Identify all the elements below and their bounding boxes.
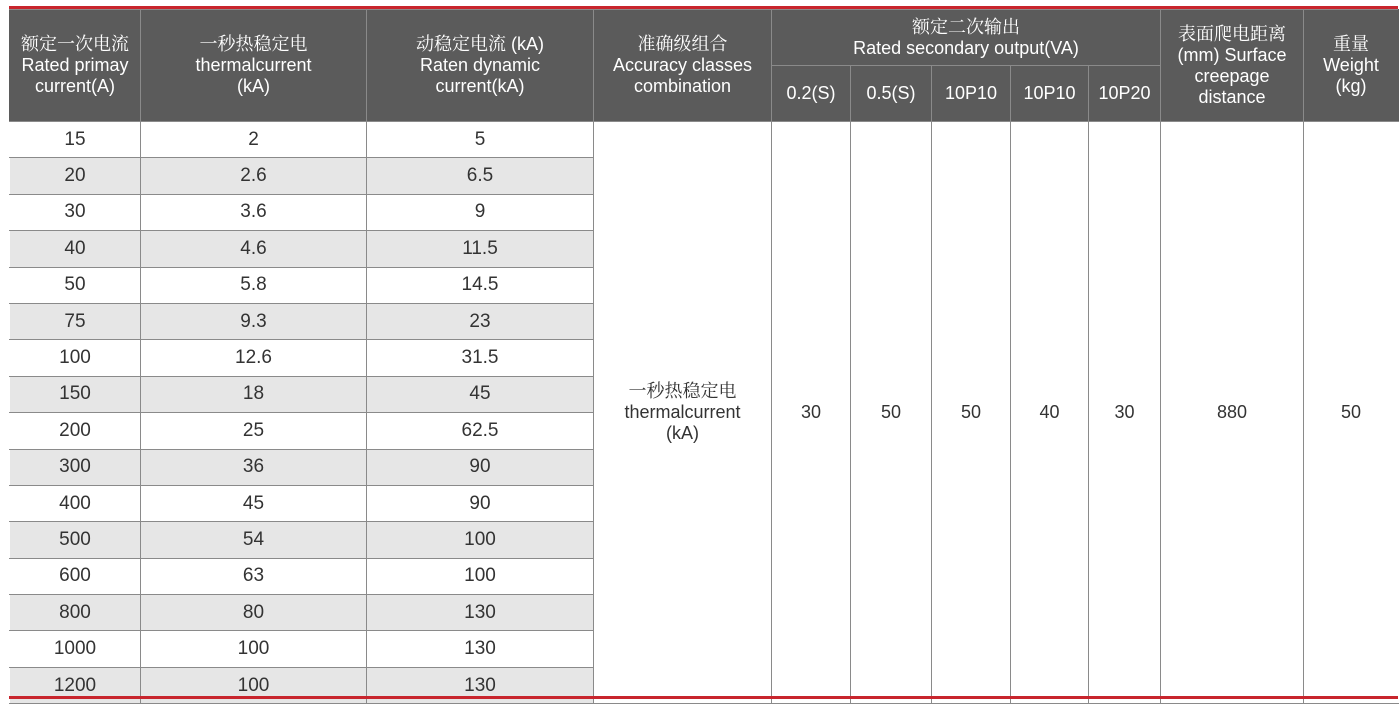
cell-thermal-current: 100 [141,667,367,703]
header-dynamic-current [367,10,594,122]
cell-weight: 50 [1304,122,1399,704]
header-text-en: current(A) [34,76,115,96]
cell-primary-current: 20 [10,158,141,194]
cell-output-10p10-b: 40 [1011,122,1089,704]
cell-primary-current: 150 [10,376,141,412]
accuracy-text-line: thermalcurrent [624,402,741,423]
bottom-accent-rule [9,696,1398,699]
header-output-02s: 0.2(S) [772,66,851,122]
header-text-cn: 动稳定电流 (kA) [416,34,544,54]
header-output-10p20: 10P20 [1089,66,1161,122]
cell-dynamic-current: 130 [367,595,594,631]
cell-thermal-current: 2 [141,122,367,158]
header-text-en: current(kA) [435,76,525,96]
spec-table-container [9,6,1398,699]
cell-dynamic-current: 5 [367,122,594,158]
cell-primary-current: 200 [10,413,141,449]
header-text-cn: 额定二次输出 [912,16,1020,37]
cell-dynamic-current: 14.5 [367,267,594,303]
header-text-en: Raten dynamic [419,55,541,75]
cell-thermal-current: 18 [141,376,367,412]
cell-thermal-current: 3.6 [141,194,367,230]
cell-thermal-current: 2.6 [141,158,367,194]
header-text-cn: 表面爬电距离 [1178,23,1286,44]
cell-primary-current: 600 [10,558,141,594]
header-text-en: Weight [1323,55,1379,75]
cell-thermal-current: 63 [141,558,367,594]
cell-output-02s: 30 [772,122,851,704]
cell-dynamic-current: 90 [367,485,594,521]
header-text-en: Accuracy classes [612,55,753,75]
cell-primary-current: 75 [10,303,141,339]
cell-primary-current: 15 [10,122,141,158]
header-creepage [1161,10,1304,122]
header-accuracy [594,10,772,122]
cell-thermal-current: 9.3 [141,303,367,339]
header-text-cn: 准确级组合 [637,34,728,54]
header-output-05s: 0.5(S) [851,66,932,122]
header-weight [1304,10,1399,122]
cell-dynamic-current: 90 [367,449,594,485]
cell-dynamic-current: 11.5 [367,231,594,267]
header-text-en: (kA) [237,76,270,96]
cell-thermal-current: 25 [141,413,367,449]
cell-primary-current: 800 [10,595,141,631]
cell-thermal-current: 100 [141,631,367,667]
header-text-en: Rated secondary output(VA) [853,37,1079,58]
cell-primary-current: 1200 [10,667,141,703]
cell-primary-current: 100 [10,340,141,376]
cell-primary-current: 300 [10,449,141,485]
cell-dynamic-current: 31.5 [367,340,594,376]
table-row [10,122,1399,158]
header-text-en: combination [633,76,732,96]
cell-thermal-current: 80 [141,595,367,631]
cell-output-10p20: 30 [1089,122,1161,704]
header-primary-current [10,10,141,122]
cell-accuracy-combination [594,122,772,704]
table-header [10,10,1399,122]
header-text-en: distance [1198,86,1266,107]
cell-dynamic-current: 130 [367,631,594,667]
cell-output-10p10-a: 50 [932,122,1011,704]
header-text-en: (mm) Surface [1177,44,1287,65]
cell-dynamic-current: 130 [367,667,594,703]
cell-dynamic-current: 45 [367,376,594,412]
cell-primary-current: 400 [10,485,141,521]
header-text-en: Rated primay [21,55,129,75]
header-output-10p10-a: 10P10 [932,66,1011,122]
header-output-10p10-b: 10P10 [1011,66,1089,122]
spec-table [9,9,1399,704]
cell-thermal-current: 45 [141,485,367,521]
cell-thermal-current: 12.6 [141,340,367,376]
cell-primary-current: 40 [10,231,141,267]
table-body [10,122,1399,704]
header-text-cn: 一秒热稳定电 [199,34,308,54]
header-secondary-output [772,10,1161,66]
header-thermal-current [141,10,367,122]
cell-dynamic-current: 62.5 [367,413,594,449]
header-text-en: thermalcurrent [195,55,312,75]
cell-dynamic-current: 6.5 [367,158,594,194]
cell-primary-current: 50 [10,267,141,303]
header-text-cn: 重量 [1333,34,1369,54]
cell-dynamic-current: 23 [367,303,594,339]
cell-dynamic-current: 9 [367,194,594,230]
cell-primary-current: 1000 [10,631,141,667]
header-text-en: creepage [1194,65,1270,86]
cell-creepage: 880 [1161,122,1304,704]
cell-output-05s: 50 [851,122,932,704]
cell-thermal-current: 54 [141,522,367,558]
cell-primary-current: 30 [10,194,141,230]
cell-thermal-current: 36 [141,449,367,485]
header-text-cn: 额定一次电流 [21,34,129,54]
header-text-en: (kg) [1335,76,1367,96]
cell-thermal-current: 5.8 [141,267,367,303]
accuracy-text-line: 一秒热稳定电 [628,381,737,402]
cell-thermal-current: 4.6 [141,231,367,267]
cell-primary-current: 500 [10,522,141,558]
accuracy-text-line: (kA) [666,423,699,444]
cell-dynamic-current: 100 [367,522,594,558]
cell-dynamic-current: 100 [367,558,594,594]
